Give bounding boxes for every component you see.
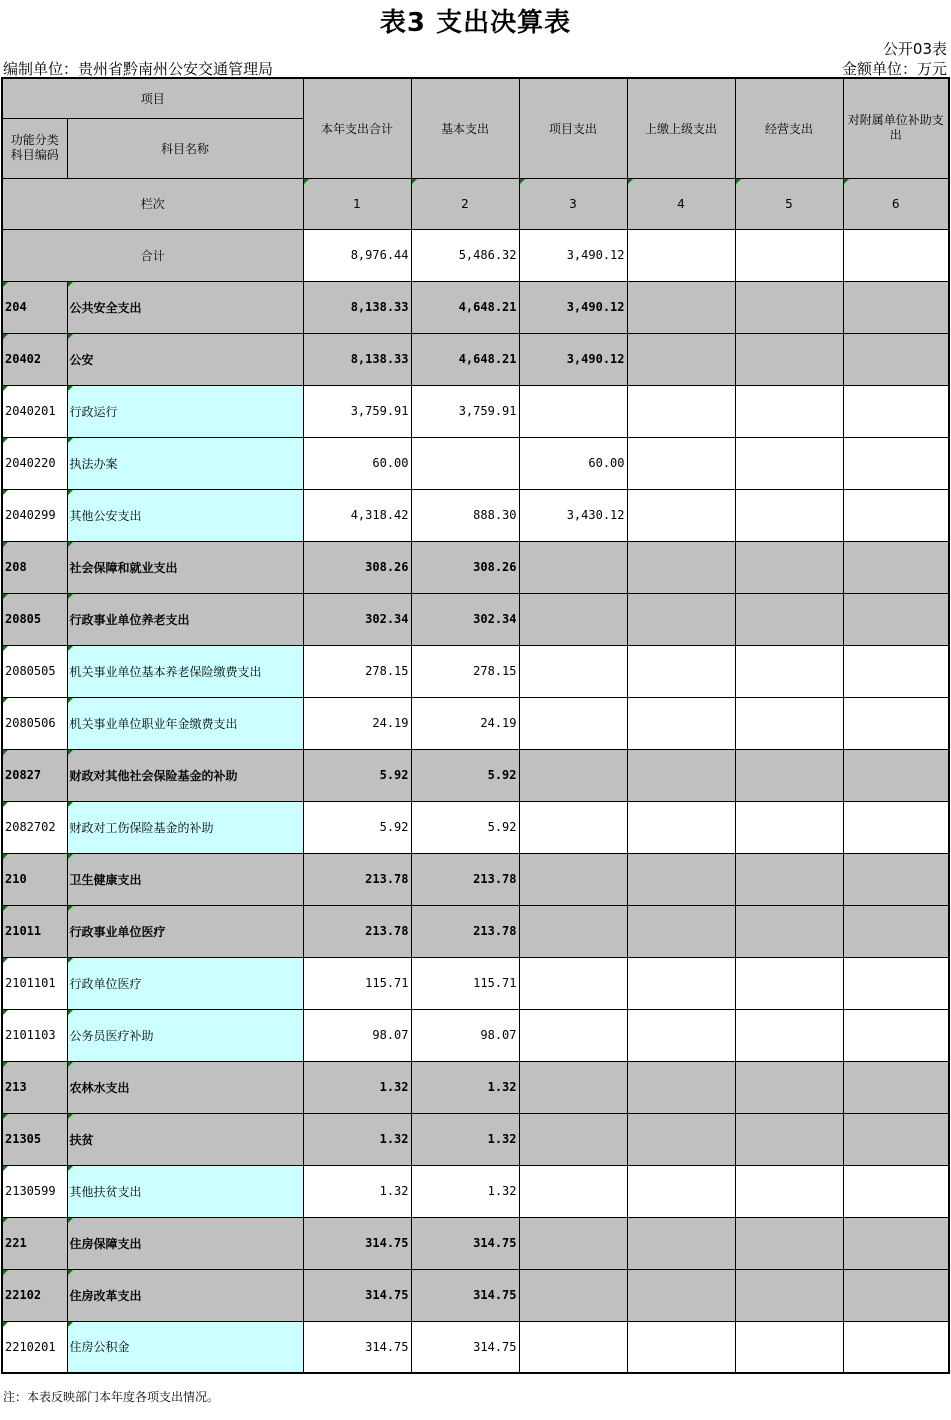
row-code: 2080506	[2, 697, 67, 749]
row-value	[735, 593, 843, 645]
row-name: 农林水支出	[67, 1061, 303, 1113]
row-value	[735, 749, 843, 801]
row-value	[627, 957, 735, 1009]
row-value: 213.78	[411, 905, 519, 957]
row-value	[519, 749, 627, 801]
row-value: 314.75	[303, 1217, 411, 1269]
total-value	[843, 229, 949, 281]
row-value: 1.32	[303, 1165, 411, 1217]
row-code: 221	[2, 1217, 67, 1269]
row-code: 20827	[2, 749, 67, 801]
row-value	[843, 489, 949, 541]
form-number: 公开03表	[882, 40, 947, 58]
row-value	[735, 645, 843, 697]
table-row	[2, 645, 949, 697]
header-code	[2, 118, 67, 178]
header-col-project: 项目支出	[519, 78, 627, 178]
row-value: 5.92	[411, 801, 519, 853]
col-index-2: 2	[411, 178, 519, 229]
row-name: 机关事业单位职业年金缴费支出	[67, 697, 303, 749]
row-value	[735, 1165, 843, 1217]
table-row	[2, 281, 949, 333]
row-value	[627, 593, 735, 645]
row-code: 208	[2, 541, 67, 593]
row-code: 2082702	[2, 801, 67, 853]
row-value	[735, 437, 843, 489]
row-code: 22102	[2, 1269, 67, 1321]
row-name: 财政对其他社会保险基金的补助	[67, 749, 303, 801]
header-col-subsidy: 对附属单位补助支出	[843, 78, 949, 178]
row-value	[843, 385, 949, 437]
money-unit: 金额单位：万元	[841, 60, 947, 78]
row-value	[843, 853, 949, 905]
row-value	[627, 749, 735, 801]
row-code: 2101103	[2, 1009, 67, 1061]
row-name: 住房改革支出	[67, 1269, 303, 1321]
table-row	[2, 541, 949, 593]
row-value	[735, 1269, 843, 1321]
row-value	[627, 489, 735, 541]
row-value	[735, 541, 843, 593]
row-value: 8,138.33	[303, 333, 411, 385]
row-value	[843, 957, 949, 1009]
row-value	[627, 1165, 735, 1217]
row-code: 2130599	[2, 1165, 67, 1217]
row-value: 24.19	[411, 697, 519, 749]
row-name: 行政事业单位医疗	[67, 905, 303, 957]
row-value	[519, 853, 627, 905]
row-value	[519, 593, 627, 645]
row-value	[843, 281, 949, 333]
row-code: 2080505	[2, 645, 67, 697]
row-value	[735, 1321, 843, 1373]
row-value: 213.78	[411, 853, 519, 905]
col-index-5: 5	[735, 178, 843, 229]
row-value	[627, 1061, 735, 1113]
row-value	[519, 1269, 627, 1321]
header-col-remit-upper: 上缴上级支出	[627, 78, 735, 178]
table-row	[2, 697, 949, 749]
table-row	[2, 1321, 949, 1373]
row-value: 308.26	[411, 541, 519, 593]
row-value	[519, 1113, 627, 1165]
header-col-index-label: 栏次	[2, 178, 303, 229]
row-value	[843, 333, 949, 385]
row-value	[843, 1217, 949, 1269]
row-code: 20402	[2, 333, 67, 385]
row-value	[519, 1061, 627, 1113]
row-value	[843, 1061, 949, 1113]
row-value	[735, 489, 843, 541]
header-col-operating: 经营支出	[735, 78, 843, 178]
row-value	[627, 333, 735, 385]
row-value: 5.92	[303, 749, 411, 801]
col-index-3: 3	[519, 178, 627, 229]
row-value	[735, 333, 843, 385]
total-value: 5,486.32	[411, 229, 519, 281]
table-row	[2, 801, 949, 853]
row-value	[519, 801, 627, 853]
row-value	[627, 645, 735, 697]
table-row	[2, 1009, 949, 1061]
col-index-6: 6	[843, 178, 949, 229]
row-value: 213.78	[303, 853, 411, 905]
header-item: 项目	[2, 78, 303, 118]
header-col-basic: 基本支出	[411, 78, 519, 178]
row-name: 卫生健康支出	[67, 853, 303, 905]
header-code-text: 功能分类 科目编码	[10, 133, 59, 162]
row-value	[519, 1217, 627, 1269]
table-row	[2, 489, 949, 541]
row-value	[843, 749, 949, 801]
row-name: 公安	[67, 333, 303, 385]
row-value	[735, 1061, 843, 1113]
row-value	[843, 1269, 949, 1321]
row-value: 1.32	[411, 1165, 519, 1217]
total-label: 合计	[2, 229, 303, 281]
row-value	[843, 437, 949, 489]
row-value: 4,648.21	[411, 333, 519, 385]
row-name: 住房公积金	[67, 1321, 303, 1373]
row-value	[843, 801, 949, 853]
table-row	[2, 1061, 949, 1113]
row-value	[735, 1009, 843, 1061]
table-row	[2, 905, 949, 957]
row-code: 2040201	[2, 385, 67, 437]
row-value	[627, 697, 735, 749]
row-value: 314.75	[303, 1321, 411, 1373]
row-value	[519, 1321, 627, 1373]
row-name: 行政运行	[67, 385, 303, 437]
row-name: 社会保障和就业支出	[67, 541, 303, 593]
row-value: 3,759.91	[411, 385, 519, 437]
table-note: 注：本表反映部门本年度各项支出情况。	[3, 1390, 220, 1404]
row-value: 98.07	[411, 1009, 519, 1061]
row-value: 8,138.33	[303, 281, 411, 333]
row-value	[627, 385, 735, 437]
total-value	[735, 229, 843, 281]
row-name: 行政事业单位养老支出	[67, 593, 303, 645]
row-value: 278.15	[411, 645, 519, 697]
row-value: 888.30	[411, 489, 519, 541]
row-value: 1.32	[411, 1061, 519, 1113]
row-value: 3,490.12	[519, 333, 627, 385]
row-name: 其他扶贫支出	[67, 1165, 303, 1217]
row-value: 302.34	[303, 593, 411, 645]
header-col-total: 本年支出合计	[303, 78, 411, 178]
row-code: 21305	[2, 1113, 67, 1165]
row-value	[843, 645, 949, 697]
row-value	[627, 853, 735, 905]
row-value	[627, 437, 735, 489]
row-value: 314.75	[411, 1217, 519, 1269]
row-value	[735, 1113, 843, 1165]
row-value	[735, 697, 843, 749]
row-value	[843, 593, 949, 645]
row-value	[843, 1321, 949, 1373]
row-name: 财政对工伤保险基金的补助	[67, 801, 303, 853]
row-name: 住房保障支出	[67, 1217, 303, 1269]
row-value: 5.92	[303, 801, 411, 853]
row-name: 执法办案	[67, 437, 303, 489]
row-value: 60.00	[303, 437, 411, 489]
col-index-4: 4	[627, 178, 735, 229]
row-code: 2040220	[2, 437, 67, 489]
row-value: 115.71	[303, 957, 411, 1009]
row-value	[519, 541, 627, 593]
row-code: 204	[2, 281, 67, 333]
row-value	[627, 281, 735, 333]
compiling-unit: 编制单位：贵州省黔南州公安交通管理局	[3, 60, 274, 78]
row-value	[519, 1165, 627, 1217]
row-value: 5.92	[411, 749, 519, 801]
table-row	[2, 1165, 949, 1217]
expenditure-table	[1, 77, 950, 1374]
row-value: 3,759.91	[303, 385, 411, 437]
row-value: 213.78	[303, 905, 411, 957]
row-value	[843, 697, 949, 749]
row-value	[735, 957, 843, 1009]
row-code: 2101101	[2, 957, 67, 1009]
table-row	[2, 853, 949, 905]
header-name: 科目名称	[67, 118, 303, 178]
table-row	[2, 593, 949, 645]
row-value	[519, 697, 627, 749]
row-value	[519, 1009, 627, 1061]
row-value	[627, 1269, 735, 1321]
row-code: 20805	[2, 593, 67, 645]
row-value	[627, 905, 735, 957]
col-index-1: 1	[303, 178, 411, 229]
table-row	[2, 1217, 949, 1269]
row-value: 1.32	[303, 1113, 411, 1165]
total-value	[627, 229, 735, 281]
row-value	[843, 905, 949, 957]
row-code: 213	[2, 1061, 67, 1113]
row-value	[843, 541, 949, 593]
row-value: 98.07	[303, 1009, 411, 1061]
row-name: 公共安全支出	[67, 281, 303, 333]
total-row	[2, 229, 949, 281]
row-value: 314.75	[411, 1269, 519, 1321]
row-value: 4,648.21	[411, 281, 519, 333]
row-value	[735, 801, 843, 853]
total-value: 8,976.44	[303, 229, 411, 281]
row-value	[627, 1009, 735, 1061]
row-value: 3,490.12	[519, 281, 627, 333]
row-name: 扶贫	[67, 1113, 303, 1165]
row-value	[627, 801, 735, 853]
row-value: 4,318.42	[303, 489, 411, 541]
row-value	[519, 645, 627, 697]
row-value: 24.19	[303, 697, 411, 749]
row-value	[735, 1217, 843, 1269]
row-value	[735, 281, 843, 333]
row-value: 302.34	[411, 593, 519, 645]
row-code: 210	[2, 853, 67, 905]
row-value	[735, 853, 843, 905]
row-value	[843, 1009, 949, 1061]
total-value: 3,490.12	[519, 229, 627, 281]
table-row	[2, 1113, 949, 1165]
table-row	[2, 437, 949, 489]
table-row	[2, 1269, 949, 1321]
row-value	[411, 437, 519, 489]
row-value	[735, 905, 843, 957]
row-value	[627, 1113, 735, 1165]
table-row	[2, 333, 949, 385]
row-value: 314.75	[303, 1269, 411, 1321]
table-row	[2, 385, 949, 437]
row-name: 其他公安支出	[67, 489, 303, 541]
page-title: 表3 支出决算表	[379, 8, 572, 38]
row-value	[627, 541, 735, 593]
row-value	[627, 1321, 735, 1373]
row-value	[519, 957, 627, 1009]
row-value	[843, 1165, 949, 1217]
row-value: 115.71	[411, 957, 519, 1009]
row-value: 3,430.12	[519, 489, 627, 541]
row-value: 60.00	[519, 437, 627, 489]
row-value	[735, 385, 843, 437]
row-value	[843, 1113, 949, 1165]
row-value: 278.15	[303, 645, 411, 697]
row-value	[519, 905, 627, 957]
row-code: 2040299	[2, 489, 67, 541]
row-value: 1.32	[303, 1061, 411, 1113]
row-value: 1.32	[411, 1113, 519, 1165]
row-name: 行政单位医疗	[67, 957, 303, 1009]
row-name: 公务员医疗补助	[67, 1009, 303, 1061]
row-value: 314.75	[411, 1321, 519, 1373]
row-name: 机关事业单位基本养老保险缴费支出	[67, 645, 303, 697]
row-value: 308.26	[303, 541, 411, 593]
row-code: 21011	[2, 905, 67, 957]
table-row	[2, 749, 949, 801]
row-value	[627, 1217, 735, 1269]
row-value	[519, 385, 627, 437]
row-code: 2210201	[2, 1321, 67, 1373]
table-row	[2, 957, 949, 1009]
